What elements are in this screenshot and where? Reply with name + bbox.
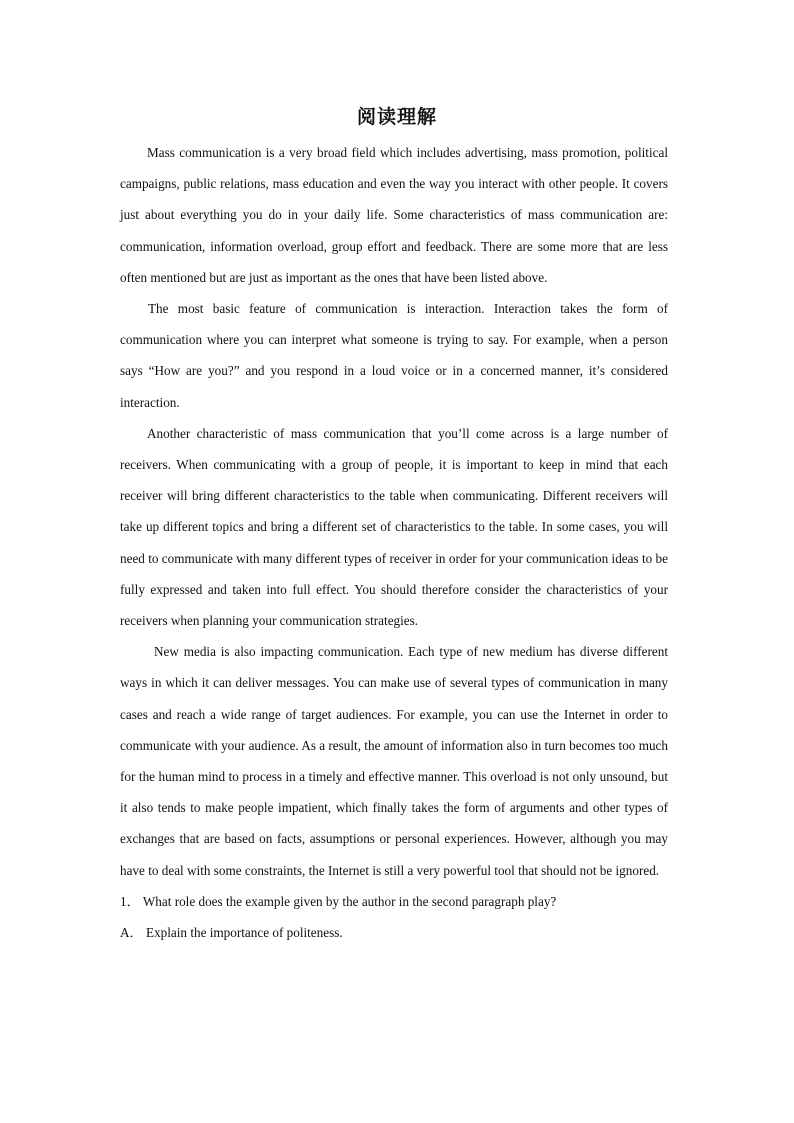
passage-paragraph-1: Mass communication is a very broad field which includes advertising, mass promotion, political campaigns, public relations, mass education and even the way you interact with other people. It covers just about everything you do in your daily life. Some characteristics of mass communication are: communication, information overload, group effort and feedback. There are some more that are less often mentioned but are just as important as the ones that have been listed above. — [120, 145, 668, 285]
question-1-stem: 1． What role does the example given by the author in the second paragraph play? — [120, 893, 557, 909]
passage-body — [120, 137, 668, 948]
passage-paragraph-2: The most basic feature of communication is interaction. Interaction takes the form of communication where you can interpret what someone is trying to say. For example, when a person says “How are you?” and you respond in a loud voice or in a concerned manner, it’s considered interaction. — [120, 301, 668, 410]
passage-paragraph-3: Another characteristic of mass communication that you’ll come across is a large number of receivers. When communicating with a group of people, it is important to keep in mind that each receiver will bring different characteristics to the table when communicating. Different receivers will take up different topics and bring a different set of characteristics to the table. In some cases, you will need to communicate with many different types of receiver in order for your communication ideas to be fully expressed and taken into full effect. You should therefore consider the characteristics of your receivers when planning your communication strategies. — [120, 425, 668, 629]
question-1-option-a: A． Explain the importance of politeness. — [120, 925, 343, 941]
page-title: 阅读理解 — [356, 106, 437, 128]
passage-paragraph-4: New media is also impacting communication. Each type of new medium has diverse different ways in which it can deliver messages. You can make use of several types of communication in many cases and reach a wide range of target audiences. For example, you can use the Internet in order to communicate with your audience. As a result, the amount of information also in turn becomes too much for the human mind to process in a timely and effective manner. This overload is not only unsound, but it also tends to make people impatient, which finally takes the form of arguments and other types of exchanges that are based on facts, assumptions or personal experiences. However, although you may have to deal with some constraints, the Internet is still a very powerful tool that should not be ignored. — [120, 644, 668, 878]
